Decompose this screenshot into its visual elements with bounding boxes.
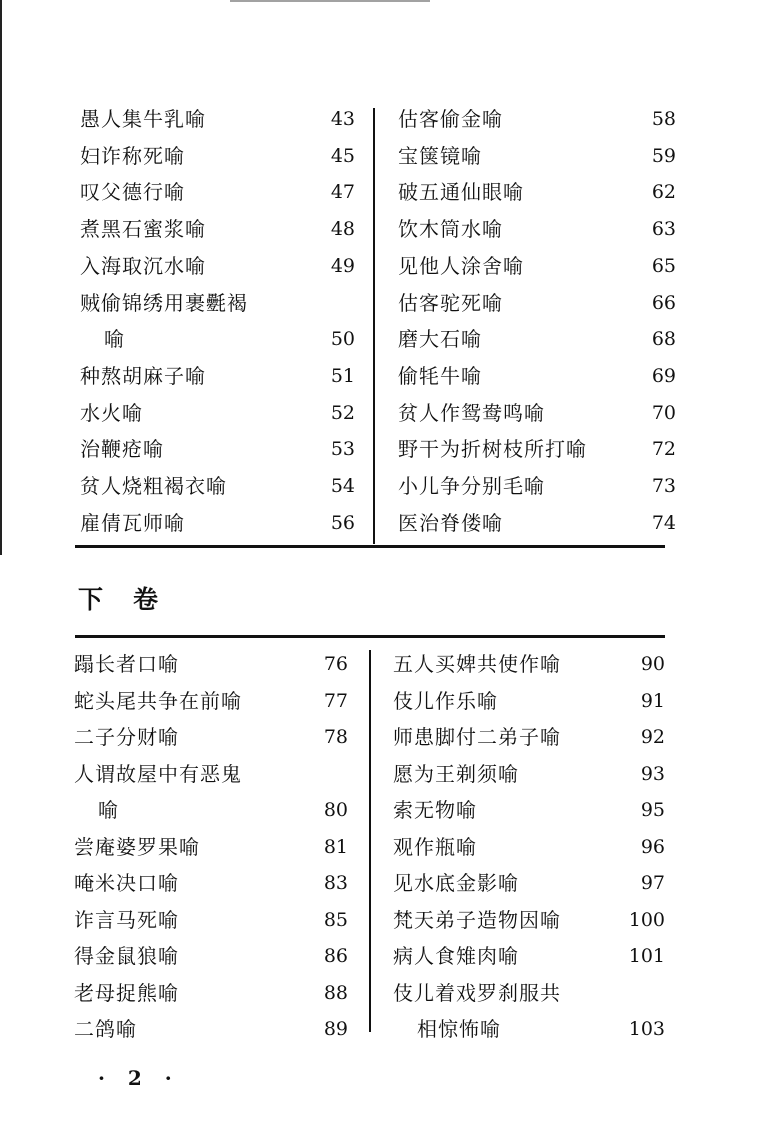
toc-entry-title: 贼偷锦绣用裹氎褐	[80, 290, 248, 315]
toc-entry-title: 饮木筒水喻	[398, 217, 503, 242]
left-margin-line	[0, 0, 2, 555]
toc-entry	[398, 508, 678, 538]
toc-entry	[398, 398, 678, 428]
toc-entry-title: 观作瓶喻	[393, 834, 477, 859]
toc-top-right-column	[398, 104, 678, 544]
toc-entry-page: 89	[323, 1018, 348, 1040]
toc-entry	[398, 177, 678, 207]
toc-entry-title: 宝箧镜喻	[398, 143, 482, 168]
section-title: 下卷	[78, 585, 189, 614]
bottom-section-rule	[75, 635, 665, 638]
top-section-rule	[75, 545, 665, 548]
toc-entry-title: 蹋长者口喻	[74, 652, 179, 676]
toc-entry-title: 入海取沉水喻	[80, 253, 206, 278]
toc-top-left-column	[80, 104, 360, 544]
toc-entry-page: 83	[323, 872, 348, 894]
toc-entry-page: 45	[330, 144, 355, 167]
toc-entry	[74, 868, 354, 898]
toc-entry	[74, 759, 354, 789]
toc-entry-page: 101	[628, 945, 665, 967]
toc-entry-title: 妇诈称死喻	[80, 143, 185, 168]
toc-entry-page: 78	[323, 726, 348, 748]
toc-entry-title: 喻	[104, 327, 125, 352]
toc-entry-page: 62	[651, 181, 676, 204]
toc-entry	[74, 649, 354, 679]
toc-entry	[398, 471, 678, 501]
toc-entry-page: 48	[330, 218, 355, 241]
toc-entry-page: 58	[651, 108, 676, 130]
toc-entry	[393, 1014, 673, 1044]
toc-entry	[80, 471, 360, 501]
toc-entry-title: 梵天弟子造物因喻	[393, 907, 561, 932]
top-column-divider	[373, 108, 375, 544]
toc-entry-page: 91	[640, 689, 665, 712]
toc-entry-title: 人谓故屋中有恶鬼	[74, 761, 242, 786]
toc-entry-page: 66	[651, 291, 676, 314]
toc-entry-page: 54	[330, 475, 355, 497]
toc-entry	[393, 759, 673, 789]
toc-entry	[74, 941, 354, 971]
toc-entry	[80, 141, 360, 171]
toc-entry	[393, 686, 673, 716]
toc-entry	[80, 288, 360, 318]
toc-entry-page: 68	[651, 328, 676, 351]
toc-entry	[393, 941, 673, 971]
toc-entry-title: 尝庵婆罗果喻	[74, 834, 200, 859]
toc-entry-page: 103	[628, 1018, 665, 1040]
toc-entry-page: 74	[651, 511, 676, 534]
toc-entry	[80, 177, 360, 207]
toc-entry	[74, 905, 354, 935]
toc-entry-title: 估客偷金喻	[398, 107, 503, 131]
toc-entry-title: 医治脊偻喻	[398, 510, 503, 535]
toc-entry	[80, 214, 360, 244]
page-number: · 2 ·	[98, 1066, 180, 1090]
toc-entry	[74, 978, 354, 1008]
toc-bottom-left-column	[74, 649, 354, 1049]
toc-entry	[80, 361, 360, 391]
toc-entry-page: 81	[323, 835, 348, 858]
toc-entry-title: 病人食雉肉喻	[393, 944, 519, 968]
toc-entry	[393, 795, 673, 825]
toc-entry-page: 50	[330, 328, 355, 351]
toc-entry-page: 88	[323, 981, 348, 1004]
toc-entry-title: 老母捉熊喻	[74, 980, 179, 1005]
toc-entry-title: 索无物喻	[393, 798, 477, 822]
toc-entry-page: 72	[651, 438, 676, 461]
toc-entry	[398, 361, 678, 391]
toc-entry-title: 蛇头尾共争在前喻	[74, 688, 242, 713]
toc-entry	[80, 251, 360, 281]
toc-entry-page: 47	[330, 181, 355, 204]
toc-entry-title: 野干为折树枝所打喻	[398, 437, 587, 462]
toc-entry-title: 种熬胡麻子喻	[80, 363, 206, 388]
toc-entry-title: 二鸽喻	[74, 1017, 137, 1041]
toc-entry-title: 愿为王剃须喻	[393, 761, 519, 786]
toc-entry-title: 贫人作鸳鸯鸣喻	[398, 400, 545, 425]
toc-entry-page: 100	[628, 908, 665, 931]
toc-entry	[393, 649, 673, 679]
toc-entry	[393, 978, 673, 1008]
toc-entry-page: 63	[651, 218, 676, 241]
page-top-mark	[230, 0, 430, 6]
toc-entry-title: 愚人集牛乳喻	[80, 107, 206, 131]
toc-entry	[80, 398, 360, 428]
toc-entry-title: 水火喻	[80, 400, 143, 425]
toc-entry-page: 56	[330, 511, 355, 534]
toc-entry	[398, 251, 678, 281]
toc-entry-page: 95	[640, 799, 665, 821]
toc-entry-title: 诈言马死喻	[74, 907, 179, 932]
toc-entry-page: 96	[640, 835, 665, 858]
toc-entry-title: 师患脚付二弟子喻	[393, 725, 561, 749]
toc-entry-page: 53	[330, 438, 355, 461]
toc-entry-title: 小儿争分别毛喻	[398, 474, 545, 498]
toc-entry	[393, 905, 673, 935]
toc-entry-page: 80	[323, 799, 348, 821]
toc-entry	[74, 722, 354, 752]
toc-entry-title: 相惊怖喻	[417, 1017, 501, 1041]
toc-entry-title: 叹父德行喻	[80, 180, 185, 205]
toc-entry-page: 70	[651, 401, 676, 424]
toc-entry	[74, 686, 354, 716]
bottom-column-divider	[369, 650, 371, 1032]
toc-entry	[393, 832, 673, 862]
toc-entry	[393, 722, 673, 752]
toc-entry-title: 估客驼死喻	[398, 290, 503, 315]
toc-entry-page: 77	[323, 689, 348, 712]
toc-entry-page: 90	[640, 653, 665, 675]
toc-entry-page: 76	[323, 653, 348, 675]
toc-entry-page: 93	[640, 762, 665, 785]
toc-entry	[74, 795, 354, 825]
toc-entry-page: 43	[330, 108, 355, 130]
toc-entry-page: 97	[640, 872, 665, 894]
toc-entry-title: 二子分财喻	[74, 725, 179, 749]
toc-entry-page: 65	[651, 254, 676, 277]
toc-entry-title: 治鞭疮喻	[80, 437, 164, 462]
toc-entry-title: 喻	[98, 798, 119, 822]
toc-bottom-right-column	[393, 649, 673, 1049]
toc-entry	[398, 104, 678, 134]
toc-entry-page: 59	[651, 144, 676, 167]
toc-entry-title: 伎儿作乐喻	[393, 688, 498, 713]
toc-entry-page: 49	[330, 254, 355, 277]
toc-entry-title: 贫人烧粗褐衣喻	[80, 474, 227, 498]
toc-entry	[398, 288, 678, 318]
toc-entry	[398, 324, 678, 354]
toc-entry	[80, 324, 360, 354]
toc-entry	[398, 214, 678, 244]
toc-entry	[80, 508, 360, 538]
toc-entry-page: 92	[640, 726, 665, 748]
toc-entry-title: 见水底金影喻	[393, 871, 519, 895]
toc-entry-title: 见他人涂舍喻	[398, 253, 524, 278]
toc-entry	[74, 1014, 354, 1044]
toc-entry-title: 唵米决口喻	[74, 871, 179, 895]
toc-entry-title: 得金鼠狼喻	[74, 944, 179, 968]
toc-entry-title: 伎儿着戏罗刹服共	[393, 980, 561, 1005]
toc-entry	[80, 104, 360, 134]
toc-entry-title: 煮黑石蜜浆喻	[80, 217, 206, 242]
toc-entry-page: 69	[651, 364, 676, 387]
toc-entry	[80, 434, 360, 464]
toc-entry-title: 偷牦牛喻	[398, 363, 482, 388]
toc-entry	[74, 832, 354, 862]
toc-entry-title: 破五通仙眼喻	[398, 180, 524, 205]
toc-entry-page: 86	[323, 945, 348, 967]
toc-entry-page: 85	[323, 908, 348, 931]
toc-entry	[393, 868, 673, 898]
toc-entry-title: 五人买婢共使作喻	[393, 652, 561, 676]
toc-entry-page: 52	[330, 401, 355, 424]
toc-entry	[398, 141, 678, 171]
toc-entry-page: 51	[330, 364, 355, 387]
toc-entry	[398, 434, 678, 464]
toc-entry-title: 雇倩瓦师喻	[80, 510, 185, 535]
toc-entry-page: 73	[651, 475, 676, 497]
toc-entry-title: 磨大石喻	[398, 327, 482, 352]
